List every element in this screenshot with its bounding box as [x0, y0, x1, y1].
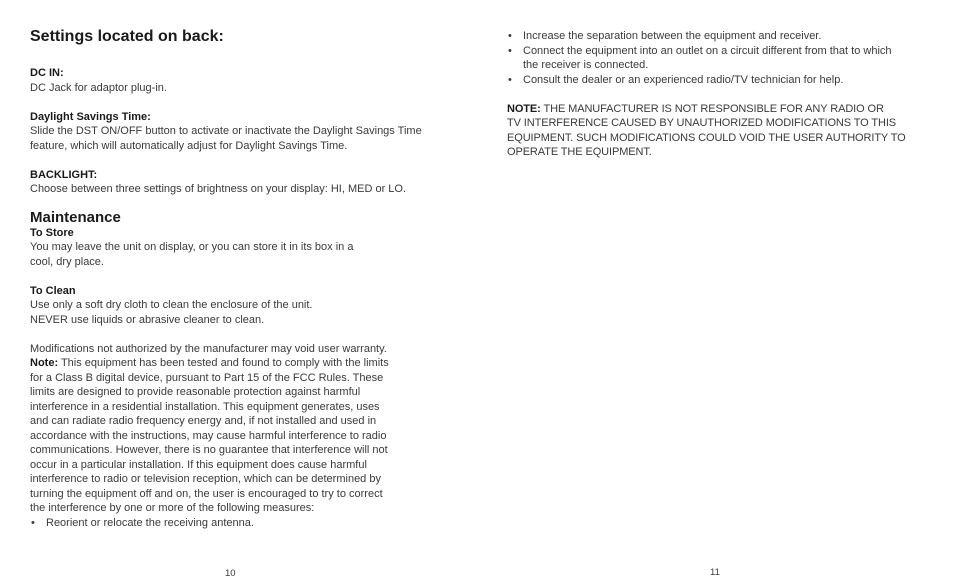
to-store-body-line: cool, dry place.: [30, 255, 104, 268]
backlight-body: Choose between three settings of brightness on your display: HI, MED or LO.: [30, 183, 407, 195]
fcc-measures-list: [30, 516, 450, 531]
dst-heading: Daylight Savings Time:: [30, 110, 151, 123]
dc-in-section: [30, 66, 450, 95]
to-store-section: [30, 226, 450, 270]
fcc-note-line: the interference by one or more of the following measures:: [30, 502, 315, 514]
right-page-content: [507, 29, 922, 160]
fcc-note-line: interference in a residential installation. This equipment generates, uses: [30, 400, 380, 413]
fcc-note-line: turning the equipment off and on, the user is encouraged to try to correct: [30, 487, 383, 500]
fcc-section: [30, 342, 450, 531]
to-clean-body-line: Use only a soft dry cloth to clean the enclosure of the unit.: [30, 299, 313, 311]
dst-section: [30, 110, 450, 154]
fcc-note-line: accordance with the instructions, may cause harmful interference to radio: [30, 429, 387, 442]
fcc-note-line: [30, 356, 450, 371]
fcc-note-line: interference to radio or television reception, which can be determined by: [30, 473, 381, 485]
bullet-icon: •: [508, 30, 512, 42]
to-store-body-line: You may leave the unit on display, or you can store it in its box in a: [30, 241, 354, 253]
settings-title: Settings located on back:: [30, 28, 224, 45]
manufacturer-note-first-line: THE MANUFACTURER IS NOT RESPONSIBLE FOR ANY RADIO OR: [540, 102, 884, 115]
to-clean-heading: To Clean: [30, 284, 76, 297]
dc-in-body: DC Jack for adaptor plug-in.: [30, 81, 167, 94]
manufacturer-note-line: [507, 102, 922, 117]
maintenance-title: Maintenance: [30, 208, 121, 226]
backlight-section: [30, 168, 450, 197]
fcc-note-line: for a Class B digital device, pursuant to Part 15 of the FCC Rules. These: [30, 371, 384, 384]
manufacturer-note: [507, 102, 922, 160]
bullet-icon: •: [508, 44, 512, 57]
page-number: 10: [225, 568, 236, 579]
list-item-text: Consult the dealer or an experienced radio/TV technician for help.: [523, 73, 844, 86]
manufacturer-note-label: NOTE:: [507, 102, 541, 115]
to-store-heading: To Store: [30, 226, 74, 239]
fcc-note-first-line: This equipment has been tested and found to comply with the limits: [58, 357, 389, 369]
bullet-icon: •: [508, 73, 512, 86]
dst-body-line: Slide the DST ON/OFF button to activate or inactivate the Daylight Savings Time: [30, 125, 422, 137]
fcc-note-line: and can radiate radio frequency energy and, if not installed and used in: [30, 415, 377, 427]
left-page-content: [30, 28, 450, 530]
to-clean-section: [30, 284, 450, 328]
list-item: [507, 29, 922, 44]
list-item-text: Connect the equipment into an outlet on a circuit different from that to which: [523, 44, 892, 57]
warranty-warning: Modifications not authorized by the manufacturer may void user warranty.: [30, 342, 387, 355]
manufacturer-note-line: OPERATE THE EQUIPMENT.: [507, 146, 652, 158]
fcc-note-line: limits are designed to provide reasonable protection against harmful: [30, 386, 361, 398]
list-item: [30, 516, 450, 531]
right-page: [477, 0, 954, 588]
page-number: 11: [710, 567, 720, 578]
list-item-text: the receiver is connected.: [523, 59, 649, 71]
list-item: [507, 44, 922, 73]
fcc-note-line: communications. However, there is no guarantee that interference will not: [30, 444, 388, 456]
fcc-note-label: Note:: [30, 357, 59, 369]
to-clean-body-line: NEVER use liquids or abrasive cleaner to clean.: [30, 313, 265, 326]
list-item-text: Increase the separation between the equipment and receiver.: [523, 30, 822, 42]
manufacturer-note-line: TV INTERFERENCE CAUSED BY UNAUTHORIZED MODIFICATIONS TO THIS: [507, 117, 897, 129]
manufacturer-note-line: EQUIPMENT. SUCH MODIFICATIONS COULD VOID THE USER AUTHORITY TO: [507, 131, 906, 144]
bullet-icon: •: [31, 516, 35, 529]
dst-body-line: feature, which will automatically adjust for Daylight Savings Time.: [30, 139, 348, 152]
list-item: [507, 73, 922, 88]
backlight-heading: BACKLIGHT:: [30, 168, 98, 181]
dc-in-heading: DC IN:: [30, 67, 64, 79]
fcc-note-line: occur in a particular installation. If this equipment does cause harmful: [30, 458, 367, 471]
list-item-text: Reorient or relocate the receiving antenna.: [46, 516, 254, 529]
fcc-measures-list-continued: [507, 29, 922, 87]
